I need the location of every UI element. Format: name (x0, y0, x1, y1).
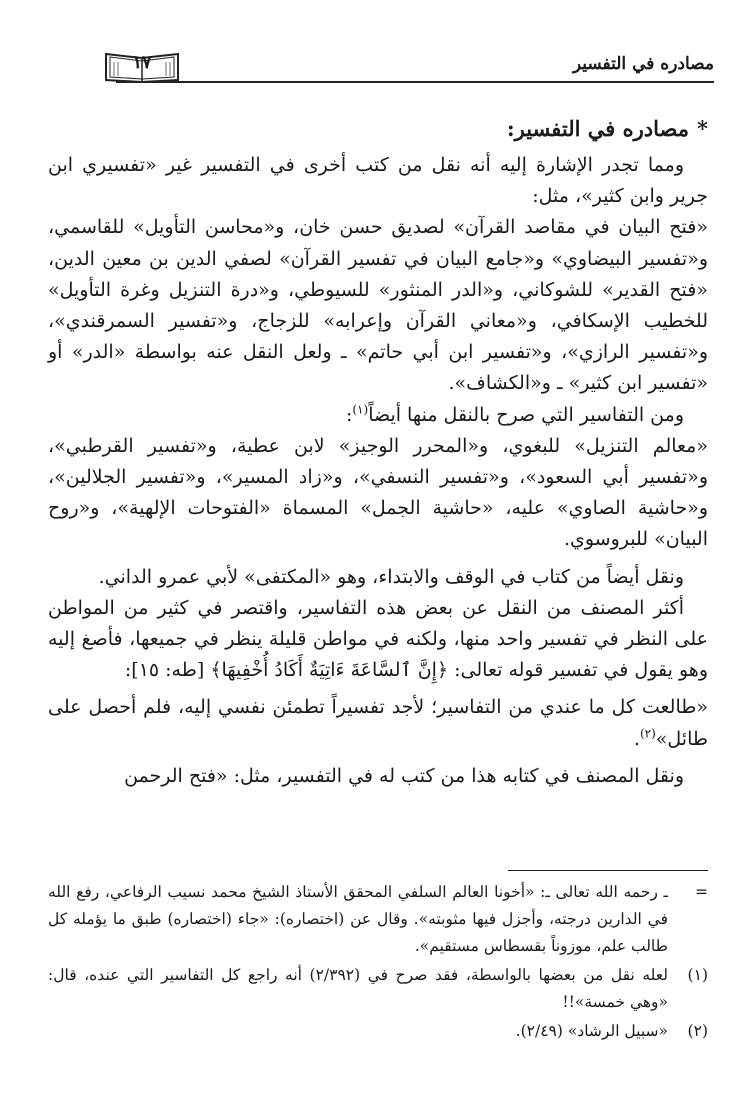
paragraph (48, 692, 708, 754)
footnote-ref: (٢) (639, 726, 656, 741)
paragraph (48, 593, 708, 687)
quran-verse: ﴿إِنَّ ٱلسَّاعَةَ ءَاتِيَةٌ أَكَادُ أُخْفِيهَا﴾ (210, 659, 449, 682)
verse-citation: [طه: ١٥]: (124, 659, 205, 682)
paragraph-colon: : (345, 403, 353, 426)
page-number-badge (102, 48, 182, 84)
footnote-text: ـ رحمه الله تعالى ـ: «أخونا العالم السلفي المحقق الأستاذ الشيخ محمد نسيب الرفاعي، رفع الله في الدارين درجته، وأجزل فيها مثوبته». وقال عن (اختصاره): «جاء (اختصاره) طبق ما يؤمله كل طالب علم، موزوناً بقسطاس مستقيم». (48, 883, 668, 955)
paragraph-text: «طالعت كل ما عندي من التفاسير؛ لأجد تفسيراً تطمئن نفسي إليه، فلم أحصل على طائل» (48, 696, 708, 750)
footnote-ref: (١) (352, 402, 369, 417)
footnote-text: لعله نقل من بعضها بالواسطة، فقد صرح في (٢/٣٩٢) أنه راجع كل التفاسير التي عنده، قال: «وهي خمسة»!! (48, 966, 668, 1011)
footnote-mark: (١) (687, 966, 708, 984)
footnote (48, 962, 708, 1016)
footnote-mark: = (695, 883, 708, 901)
paragraph (48, 400, 708, 431)
footnote-text: «سبيل الرشاد» (٢/٤٩). (515, 1022, 668, 1040)
paragraph: ومما تجدر الإشارة إليه أنه نقل من كتب أخرى في التفسير غير «تفسيري ابن جرير وابن كثير»، مثل: (48, 154, 708, 208)
running-head: مصادره في التفسير (572, 54, 714, 74)
header-rule (116, 81, 714, 83)
page-number: ١٧ (132, 52, 152, 73)
footnote-continuation (48, 879, 708, 960)
footnote (48, 1018, 708, 1045)
section-heading (48, 112, 708, 146)
heading-star: * (697, 116, 708, 141)
paragraph: «فتح البيان في مقاصد القرآن» لصديق حسن خان، و«محاسن التأويل» للقاسمي، و«تفسير البيضاوي» و«جامع البيان في تفسير القرآن» لصفي الدين بن معين الدين، «فتح القدير» للشوكاني، و«الدر المنثور» للسيوطي، و«درة التنزيل وغرة التأويل» للخطيب الإسكافي، و«معاني القرآن وإعرابه» للزجاج، و«تفسير السمرقندي»، و«تفسير الرازي»، و«تفسير ابن أبي حاتم» ـ ولعل النقل عنه بواسطة «الدر» أو «تفسير ابن كثير» ـ و«الكشاف». (48, 216, 708, 395)
paragraph-end: . (633, 727, 640, 750)
paragraph: «معالم التنزيل» للبغوي، و«المحرر الوجيز» لابن عطية، و«تفسير القرطبي»، و«تفسير أبي السعود»، و«تفسير النسفي»، و«زاد المسير»، و«تفسير الجلالين»، و«حاشية الصاوي» عليه، «حاشية الجمل» المسماة «الفتوحات الإلهية»، و«روح البيان» للبروسوي. (48, 434, 708, 551)
footnotes (48, 870, 708, 1047)
footnote-mark: (٢) (687, 1022, 708, 1040)
paragraph: ونقل المصنف في كتابه هذا من كتب له في التفسير، مثل: «فتح الرحمن (124, 764, 684, 787)
section-heading-text: مصادره في التفسير: (506, 116, 690, 141)
footnote-rule (508, 870, 708, 871)
paragraph: ونقل أيضاً من كتاب في الوقف والابتداء، وهو «المكتفى» لأبي عمرو الداني. (98, 565, 684, 588)
paragraph-text: أكثر المصنف من النقل عن بعض هذه التفاسير، واقتصر في كثير من المواطن على النظر في تفسير واحد منها، ولكنه في مواطن قليلة ينظر في جميعها، فأصغ إليه وهو يقول في تفسير قوله تعالى: (48, 596, 708, 682)
page-header (40, 44, 714, 88)
main-text (48, 112, 708, 792)
paragraph-text: ومن التفاسير التي صرح بالنقل منها أيضاً (368, 403, 684, 426)
